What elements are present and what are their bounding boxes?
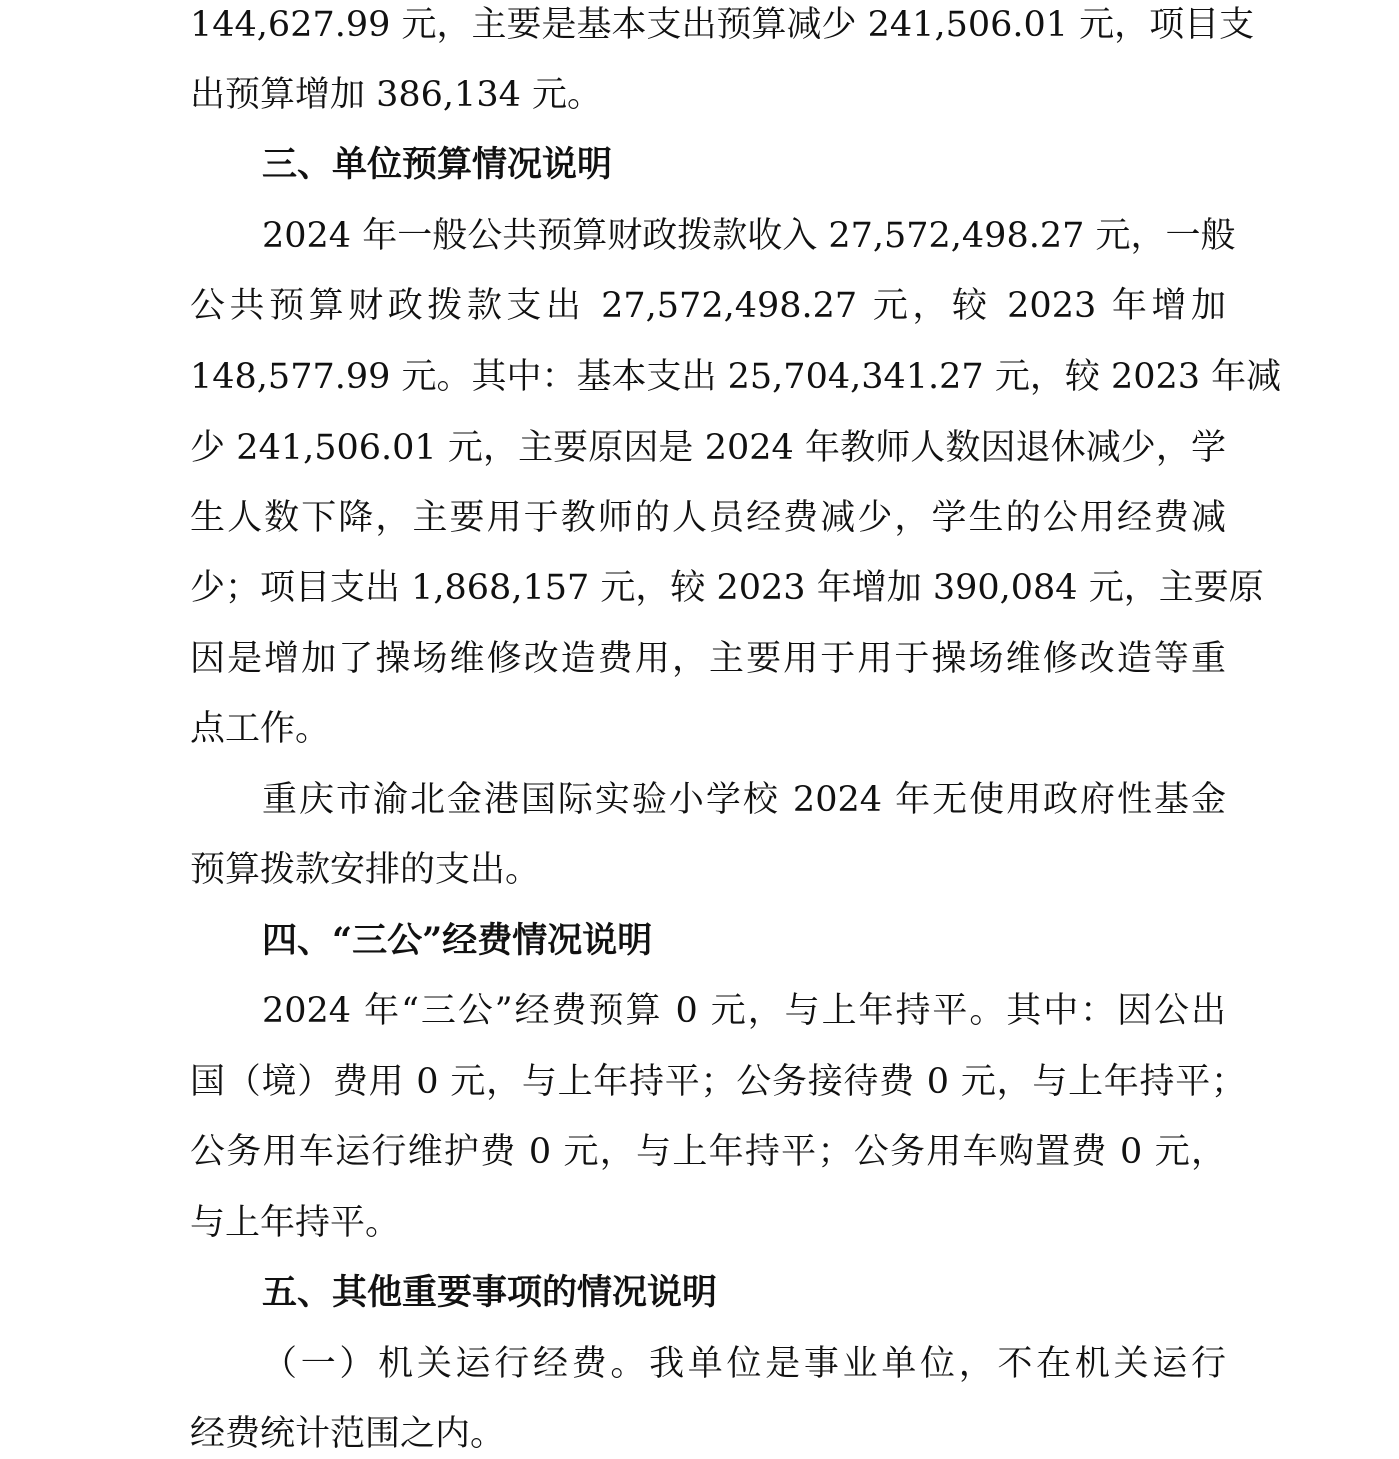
paragraph-line: 生人数下降，主要用于教师的人员经费减少，学生的公用经费减 (190, 498, 1226, 538)
paragraph-line: 与上年持平。 (190, 1203, 401, 1243)
paragraph-line: 2024 年一般公共预算财政拨款收入 27,572,498.27 元，一般 (262, 216, 1236, 256)
paragraph-line: 预算拨款安排的支出。 (190, 850, 541, 890)
paragraph-line: 148,577.99 元。其中：基本支出 25,704,341.27 元，较 2023 年减 (190, 357, 1282, 397)
paragraph-line: 经费统计范围之内。 (190, 1414, 506, 1454)
paragraph-line: 重庆市渝北金港国际实验小学校 2024 年无使用政府性基金 (262, 780, 1226, 820)
paragraph-line: 144,627.99 元，主要是基本支出预算减少 241,506.01 元，项目支 (190, 5, 1255, 45)
paragraph-line: 少 241,506.01 元，主要原因是 2024 年教师人数因退休减少，学 (190, 428, 1226, 468)
paragraph-line: （一）机关运行经费。我单位是事业单位，不在机关运行 (262, 1344, 1226, 1384)
paragraph-line: 出预算增加 386,134 元。 (190, 75, 602, 115)
paragraph-line: 少；项目支出 1,868,157 元，较 2023 年增加 390,084 元，主要原 (190, 568, 1264, 608)
paragraph-line: 点工作。 (190, 709, 331, 749)
paragraph-line: 公共预算财政拨款支出 27,572,498.27 元，较 2023 年增加 (190, 286, 1226, 326)
paragraph-line: 公务用车运行维护费 0 元，与上年持平；公务用车购置费 0 元， (190, 1132, 1226, 1172)
paragraph-line: 2024 年“三公”经费预算 0 元，与上年持平。其中：因公出 (262, 991, 1226, 1031)
section-heading: 三、单位预算情况说明 (262, 144, 613, 185)
paragraph-line: 因是增加了操场维修改造费用，主要用于用于操场维修改造等重 (190, 639, 1226, 679)
section-heading: 五、其他重要事项的情况说明 (262, 1272, 718, 1313)
paragraph-line: 国（境）费用 0 元，与上年持平；公务接待费 0 元，与上年持平； (190, 1062, 1246, 1102)
section-heading: 四、“三公”经费情况说明 (262, 920, 653, 961)
